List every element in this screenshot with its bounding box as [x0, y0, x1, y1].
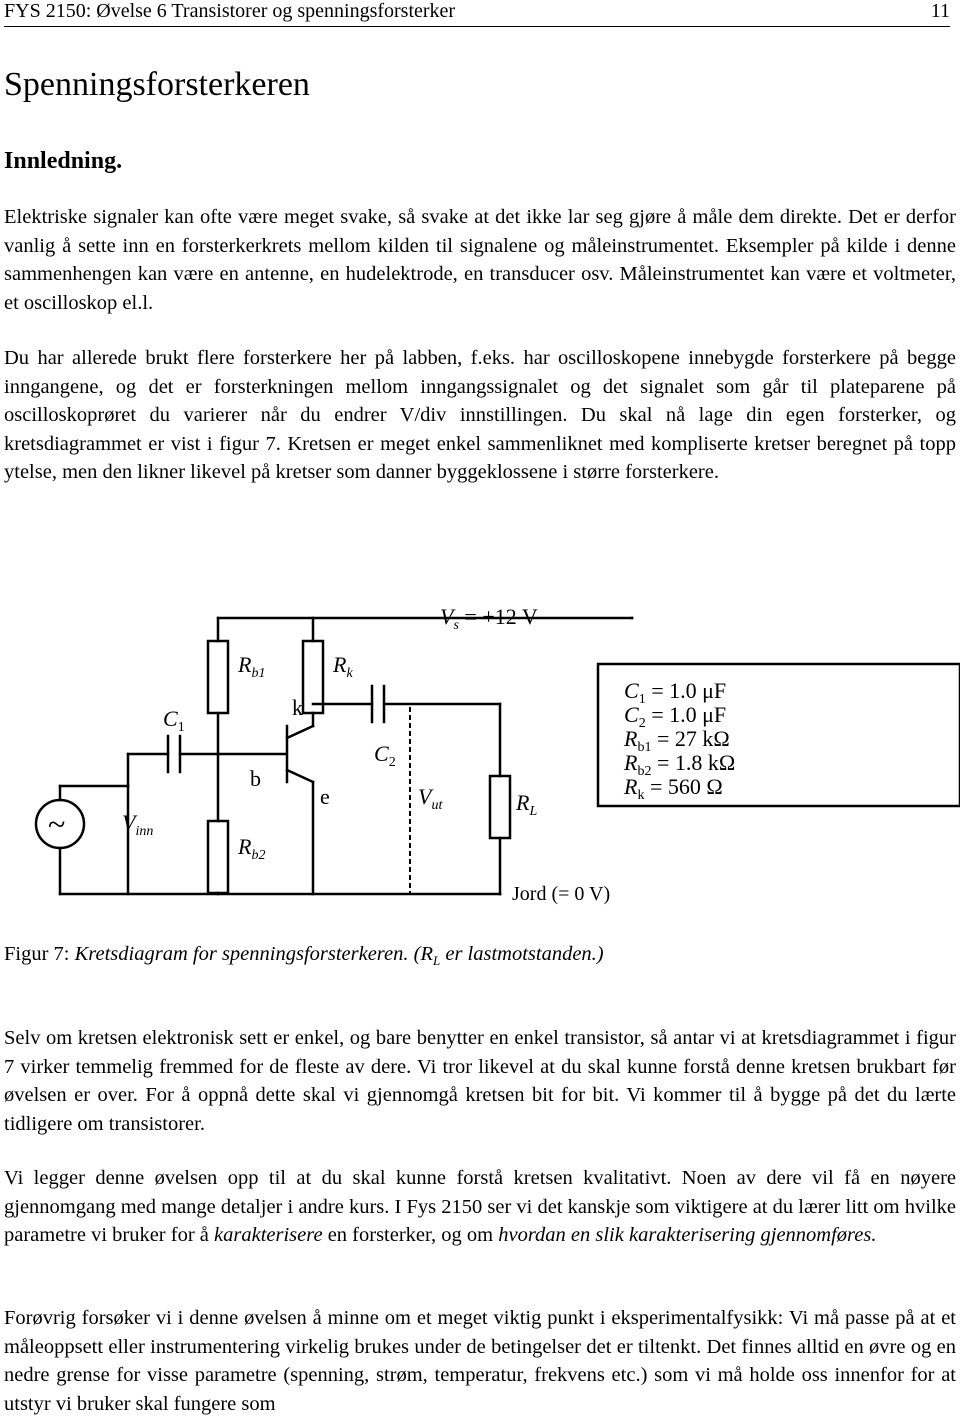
collector-label: k [292, 695, 303, 720]
component-value-c1: $C_1 = 1.0$ μF [624, 678, 727, 707]
paragraph-amplifiers: Du har allerede brukt flere forsterkere her på labben, f.eks. har oscilloskopene innebygde forsterkere på begge inngangene, og det er forsterkningen mellom inngangssignalet og det signalet som går til plateparene på oscilloskoprøret du varierer når du endrer V/div innstillingen. Du skal nå lage din egen forsterker, og kretsdiagrammet er vist i figur 7. Kretsen er meget enkel sammenliknet med kompliserte kretser beregnet på topp ytelse, men den likner likevel på kretser som danner byggeklossene i større forsterkere. [4, 347, 956, 483]
figure-caption: Figur 7: Kretsdiagram for spenningsforsterkeren. ($R_L$ er lastmotstanden.) [4, 943, 604, 969]
vinn-label: $V_{inn}$ [122, 810, 154, 839]
subsection-title: Innledning. [4, 148, 123, 174]
rk-label: $R_k$ [333, 652, 353, 681]
component-value-rb2: $R_{b2} = 1.8$ kΩ [624, 750, 736, 779]
rb2-label: $R_{b2}$ [238, 834, 266, 863]
section-title: Spenningsforsterkeren [4, 66, 310, 103]
paragraph-limits: Forøvrig forsøker vi i denne øvelsen å minne om et meget viktig punkt i eksperimentalfysikk: Vi må passe på at et måleoppsett eller instrumentering virkelig brukes under de betingelser det er tiltenkt. Det finnes alltid en øvre og en nedre grense for visse parametre (spenning, strøm, temperatur, frekvens etc.) som vi må holde oss innenfor for at utstyr vi bruker skal fungere som [4, 1307, 956, 1415]
circuit-diagram [0, 586, 960, 926]
vs-label: $V_s = +12$ V [440, 604, 538, 633]
ground-label: Jord (= 0 V) [512, 883, 611, 905]
component-values [623, 678, 735, 803]
vut-label: $V_{ut}$ [418, 784, 443, 813]
c1-label: $C_1$ [163, 706, 185, 735]
base-label: b [250, 766, 261, 791]
component-value-rb1: $R_{b1} = 27$ kΩ [624, 726, 730, 755]
paragraph-qualitative: Vi legger denne øvelsen opp til at du skal kunne forstå kretsen kvalitativt. Noen av dere vil få en nøyere gjennomgang med mange detaljer i andre kurs. I Fys 2150 ser vi det kanskje som viktigere at du lærer litt om hvilke parametre vi bruker for å karakterisere en forsterker, og om hvordan en slik karakterisering gjennomføres. [4, 1167, 956, 1246]
emitter-label: e [320, 784, 330, 809]
paragraph-circuit-intro: Selv om kretsen elektronisk sett er enkel, og bare benytter en enkel transistor, så antar vi at kretsdiagrammet i figur 7 virker temmelig fremmed for de fleste av dere. Vi tror likevel at du skal kunne forstå denne kretsen brukbart før øvelsen er over. For å oppnå dette skal vi gjennomgå kretsen bit for bit. Vi kommer til å bygge på det du lærte tidligere om transistorer. [4, 1027, 956, 1135]
ac-source-symbol: ~ [48, 806, 66, 842]
component-value-c2: $C_2 = 1.0$ μF [624, 702, 727, 731]
rb1-label: $R_{b1}$ [238, 652, 266, 681]
c2-label: $C_2$ [374, 741, 396, 770]
page-header [4, 0, 950, 27]
page-number: 11 [930, 0, 950, 22]
component-value-rk: $R_k = 560$ Ω [624, 774, 723, 803]
header-title: FYS 2150: Øvelse 6 Transistorer og spenningsforsterker [4, 0, 456, 22]
rl-label: $R_L$ [516, 790, 538, 819]
paragraph-intro: Elektriske signaler kan ofte være meget svake, så svake at det ikke lar seg gjøre å måle dem direkte. Det er derfor vanlig å sette inn en forsterkerkrets mellom kilden til signalene og måleinstrumentet. Eksempler på kilde i denne sammenhengen kan være en antenne, en hudelektrode, en transducer osv. Måleinstrumentet kan være et voltmeter, et oscilloskop el.l. [4, 206, 956, 314]
